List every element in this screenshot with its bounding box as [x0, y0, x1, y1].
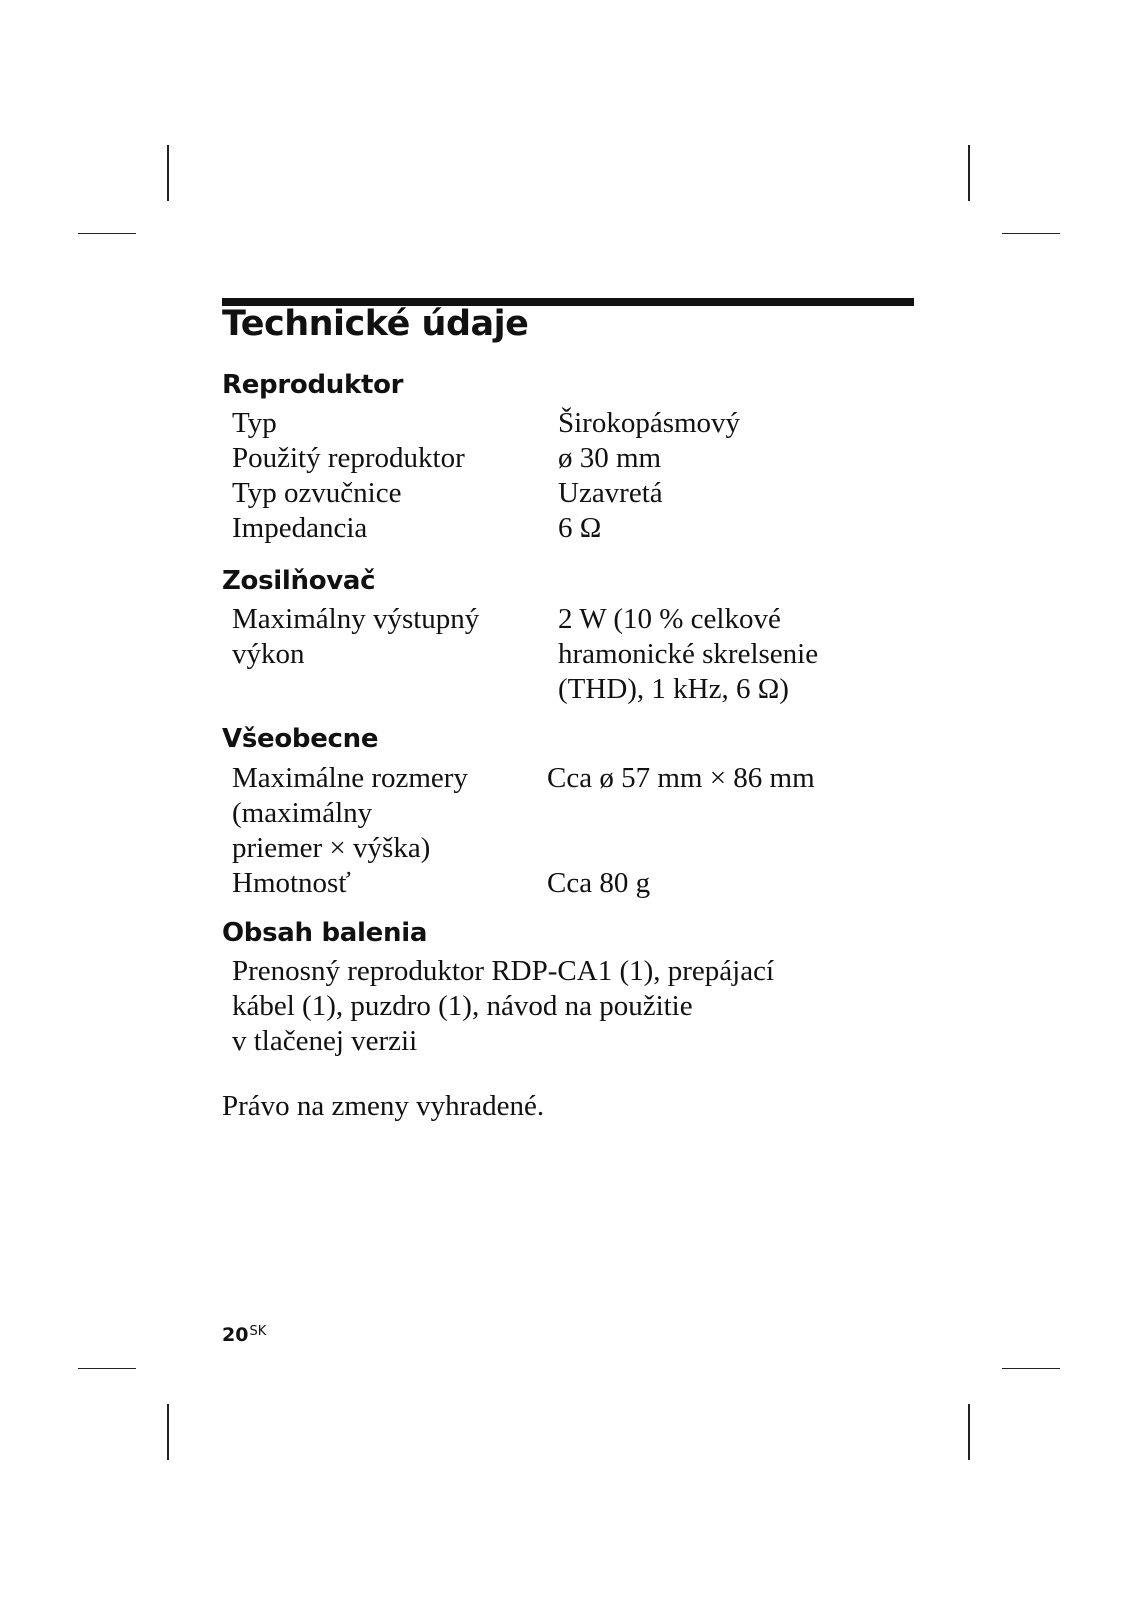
- page-number-value: 20: [222, 1324, 249, 1346]
- crop-mark: [1002, 233, 1060, 234]
- spec-value: (THD), 1 kHz, 6 Ω): [558, 673, 789, 705]
- section-heading-zosilnovac: Zosilňovač: [222, 566, 376, 596]
- rights-note: Právo na zmeny vyhradené.: [222, 1090, 545, 1122]
- section-heading-reproduktor: Reproduktor: [222, 370, 404, 400]
- package-contents: v tlačenej verzii: [232, 1025, 418, 1057]
- spec-label: Impedancia: [232, 512, 368, 544]
- section-heading-vseobecne: Všeobecne: [222, 724, 379, 754]
- spec-value: hramonické skrelsenie: [558, 638, 819, 670]
- spec-value: 2 W (10 % celkové: [558, 603, 781, 635]
- spec-label: Hmotnosť: [232, 867, 351, 899]
- spec-label: Typ ozvučnice: [232, 477, 402, 509]
- spec-value: Cca ø 57 mm × 86 mm: [547, 762, 815, 794]
- crop-mark: [78, 233, 136, 234]
- page-number: [222, 1324, 266, 1346]
- spec-label: výkon: [232, 638, 305, 670]
- package-contents: kábel (1), puzdro (1), návod na použitie: [232, 990, 693, 1022]
- crop-mark: [167, 145, 169, 201]
- spec-label: priemer × výška): [232, 832, 431, 864]
- crop-mark: [78, 1368, 136, 1369]
- spec-label: Maximálny výstupný: [232, 603, 480, 635]
- package-contents: Prenosný reproduktor RDP-CA1 (1), prepájací: [232, 955, 775, 987]
- crop-mark: [167, 1404, 169, 1460]
- crop-mark: [968, 1404, 970, 1460]
- spec-label: Typ: [232, 407, 277, 439]
- section-heading-obsah: Obsah balenia: [222, 918, 428, 948]
- spec-value: 6 Ω: [558, 512, 602, 544]
- spec-label: Použitý reproduktor: [232, 442, 465, 474]
- spec-label: (maximálny: [232, 797, 373, 829]
- spec-value: ø 30 mm: [558, 442, 662, 474]
- crop-mark: [1002, 1368, 1060, 1369]
- spec-value: Cca 80 g: [547, 867, 651, 899]
- spec-value: Širokopásmový: [558, 407, 741, 439]
- spec-value: Uzavretá: [558, 477, 663, 509]
- spec-label: Maximálne rozmery: [232, 762, 468, 794]
- page-language: SK: [249, 1324, 267, 1339]
- page-title: Technické údaje: [222, 304, 529, 344]
- crop-mark: [968, 145, 970, 201]
